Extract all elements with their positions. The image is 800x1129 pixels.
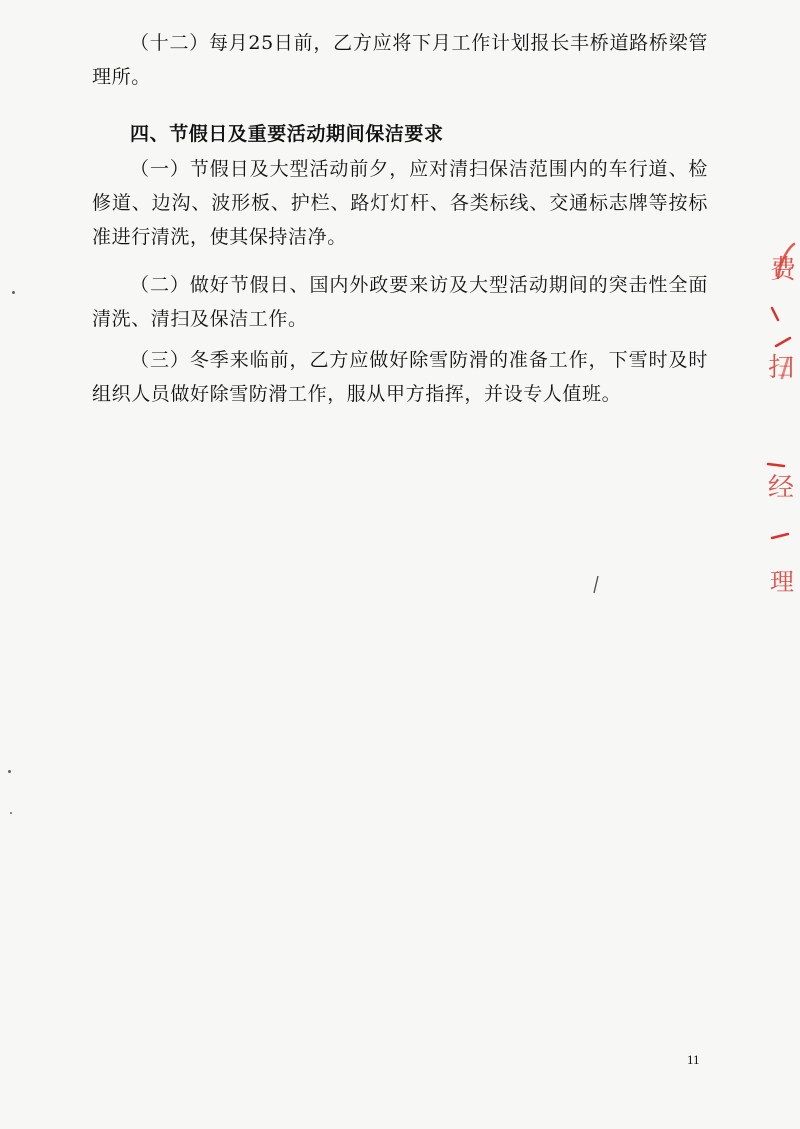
section-heading: 四、节假日及重要活动期间保洁要求 (130, 123, 444, 145)
scan-speck (12, 291, 15, 294)
seal-char: 费 (770, 255, 797, 285)
seal-char: 扫 (768, 353, 795, 383)
paragraph-snow-removal: （三）冬季来临前，乙方应做好除雪防滑的准备工作，下雪时及时组织人员做好除雪防滑工作，服从甲方指挥，并设专人值班。 (92, 349, 708, 405)
page-number: 11 (687, 1052, 700, 1067)
scan-speck (10, 812, 12, 814)
paragraph-item-12: （十二）每月25日前，乙方应将下月工作计划报长丰桥道路桥梁管理所。 (92, 32, 708, 88)
seal-char: 经 (768, 473, 795, 503)
scan-speck (8, 770, 11, 773)
scan-mark (592, 575, 600, 595)
paragraph-holiday-cleaning: （一）节假日及大型活动前夕，应对清扫保洁范围内的车行道、检修道、边沟、波形板、护栏、路灯灯杆、各类标线、交通标志牌等按标准进行清洗，使其保持洁净。 (92, 158, 708, 248)
paragraph-event-cleaning: （二）做好节假日、国内外政要来访及大型活动期间的突击性全面清洗、清扫及保洁工作。 (92, 274, 708, 330)
seal-stamp (758, 238, 800, 618)
seal-char: 理 (770, 568, 794, 596)
